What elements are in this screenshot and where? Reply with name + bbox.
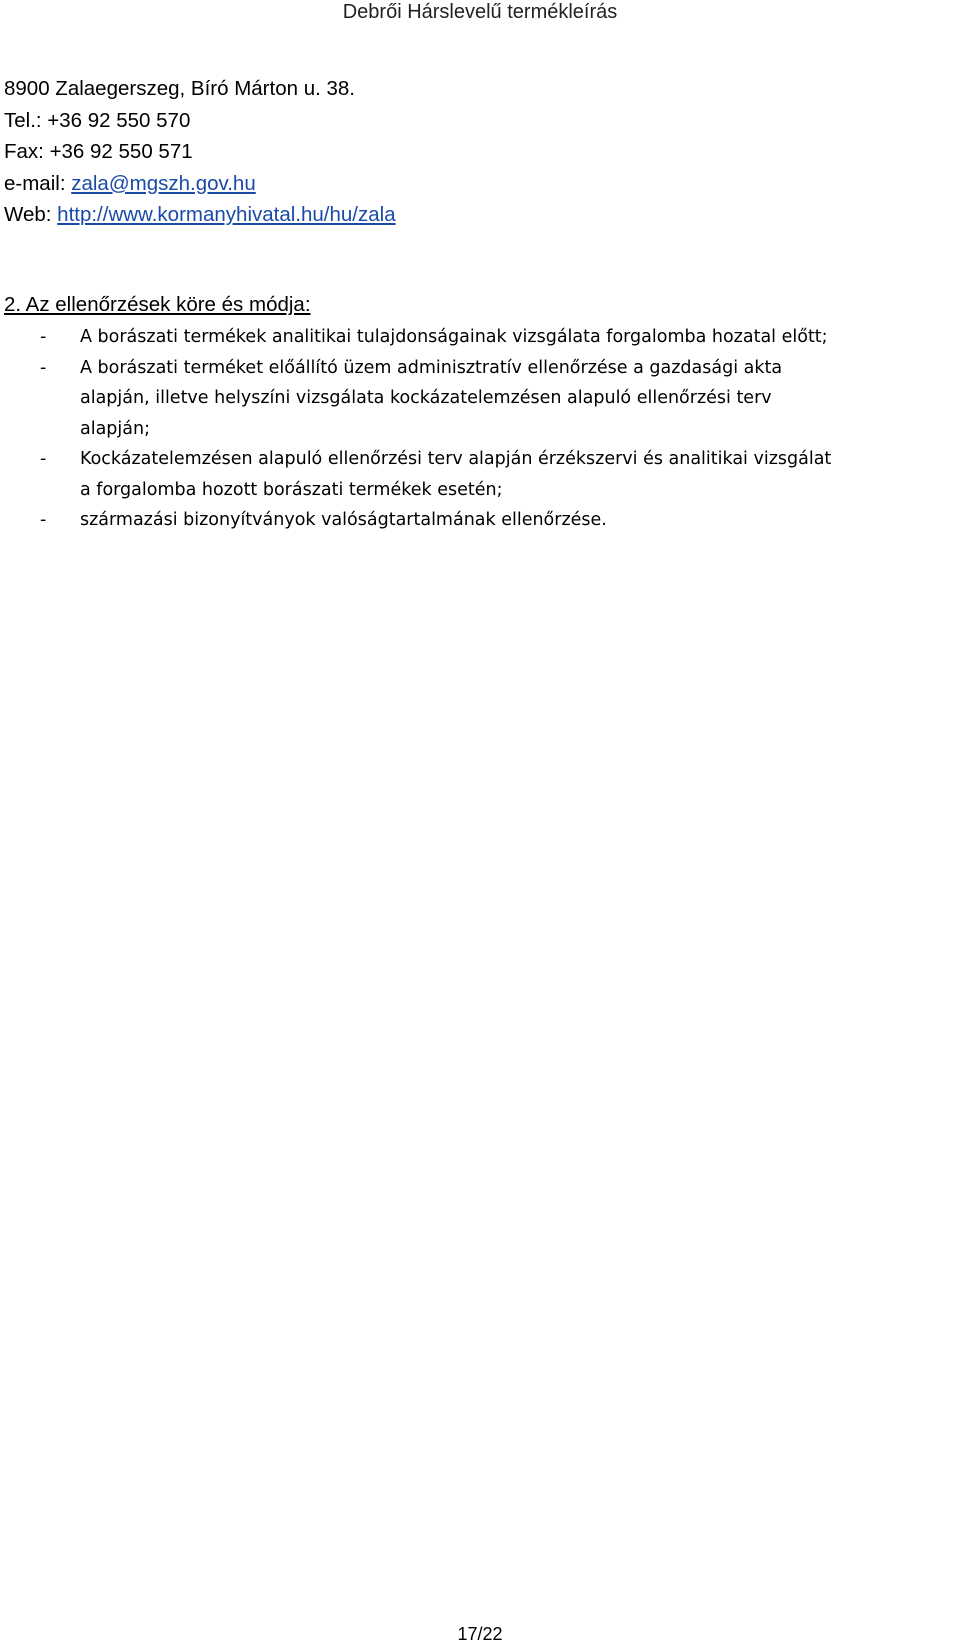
list-item-line: alapján; bbox=[80, 418, 150, 439]
document-title: Debrői Hárslevelű termékleírás bbox=[342, 1, 618, 23]
dash-bullet-icon: - bbox=[40, 510, 47, 530]
dash-bullet-icon: - bbox=[40, 327, 47, 347]
address-line: 8900 Zalaegerszeg, Bíró Márton u. 38. bbox=[4, 77, 355, 100]
web-label: Web: bbox=[4, 203, 58, 226]
email-line bbox=[4, 168, 396, 200]
page-footer bbox=[0, 1623, 960, 1645]
list-item-line: a forgalomba hozott borászati termékek esetén; bbox=[80, 479, 503, 500]
dash-bullet-icon: - bbox=[40, 449, 47, 469]
email-label: e-mail: bbox=[4, 171, 72, 195]
contact-block bbox=[4, 73, 396, 231]
page-number: 17/22 bbox=[457, 1624, 503, 1644]
web-link[interactable]: http://www.kormanyhivatal.hu/hu/zala bbox=[57, 203, 396, 226]
list-item-line: származási bizonyítványok valóságtartalmának ellenőrzése. bbox=[80, 510, 607, 530]
tel-line: Tel.: +36 92 550 570 bbox=[4, 108, 191, 132]
page-header bbox=[0, 0, 960, 24]
section-heading: 2. Az ellenőrzések köre és módja: bbox=[4, 293, 311, 316]
fax-line: Fax: +36 92 550 571 bbox=[4, 140, 193, 163]
inspection-list bbox=[0, 322, 960, 536]
list-item-line: Kockázatelemzésen alapuló ellenőrzési terv alapján érzékszervi és analitikai vizsgálat bbox=[80, 449, 832, 469]
list-item-line: A borászati terméket előállító üzem adminisztratív ellenőrzése a gazdasági akta bbox=[80, 357, 783, 378]
dash-bullet-icon: - bbox=[40, 357, 47, 378]
email-link[interactable]: zala@mgszh.gov.hu bbox=[71, 171, 256, 195]
list-item-line: A borászati termékek analitikai tulajdonságainak vizsgálata forgalomba hozatal előtt; bbox=[80, 327, 828, 347]
list-item bbox=[0, 505, 960, 536]
list-item bbox=[0, 322, 960, 353]
web-line bbox=[4, 199, 396, 231]
list-item-line: alapján, illetve helyszíni vizsgálata kockázatelemzésen alapuló ellenőrzési terv bbox=[80, 388, 772, 408]
list-item bbox=[0, 353, 960, 445]
list-item bbox=[0, 444, 960, 505]
